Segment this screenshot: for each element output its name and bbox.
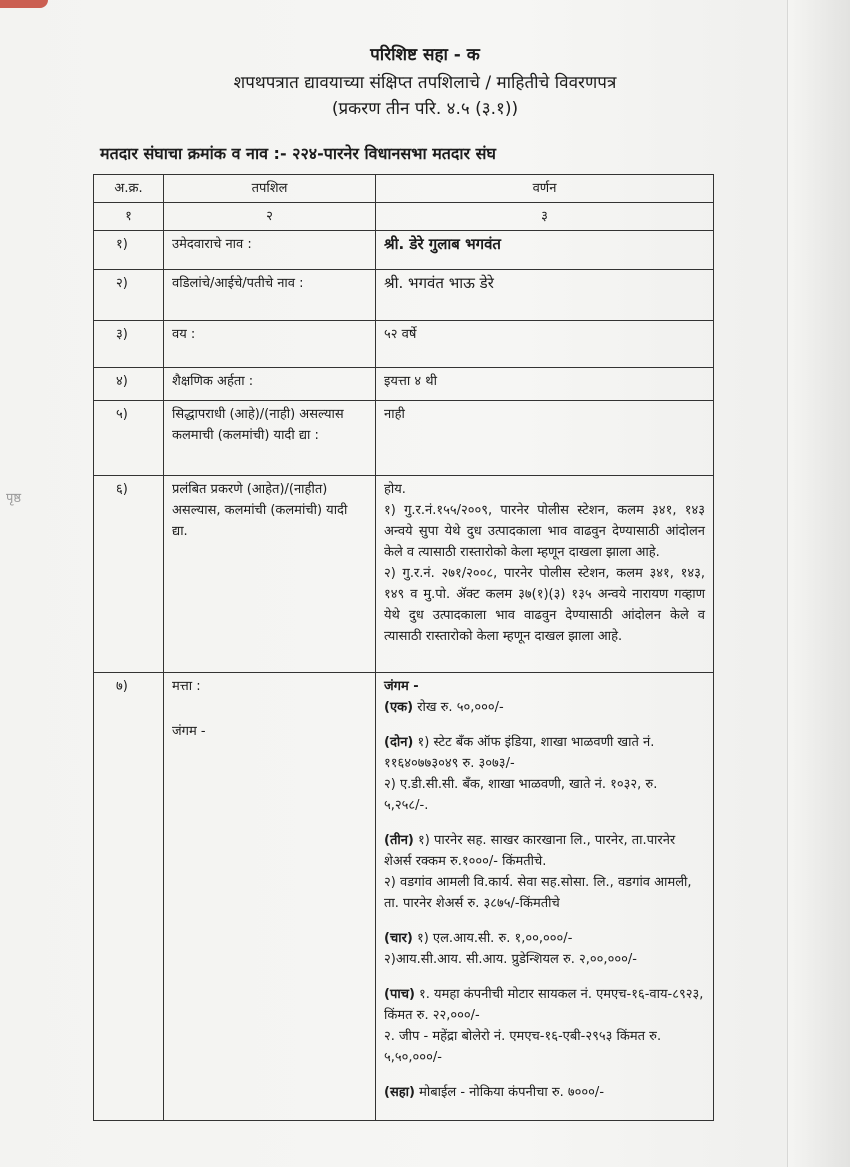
pending-cases-intro: होय. <box>384 482 406 497</box>
age-value: ५२ वर्षे <box>376 321 714 368</box>
table-row <box>94 673 714 1121</box>
header-detail: तपशिल <box>164 175 376 203</box>
row-field: वडिलांचे/आईचे/पतीचे नाव : <box>164 270 376 321</box>
asset-group <box>384 830 705 914</box>
table-row <box>94 231 714 270</box>
asset-line: १. यमहा कंपनीची मोटार सायकल नं. एमएच-१६-वाय-८९२३, किंमत रु. २२,०००/- <box>384 987 704 1023</box>
conviction-value: नाही <box>376 401 714 476</box>
table-row <box>94 270 714 321</box>
asset-label: (सहा) <box>384 1085 415 1100</box>
asset-line: २. जीप - महेंद्रा बोलेरो नं. एमएच-१६-एबी-२९५३ किंमत रु. ५,५०,०००/- <box>384 1029 662 1065</box>
candidate-name: श्री. डेरे गुलाब भगवंत <box>376 231 714 270</box>
asset-group <box>384 984 705 1068</box>
asset-group <box>384 732 705 816</box>
row-field: वय : <box>164 321 376 368</box>
asset-line: १) एल.आय.सी. रु. १,००,०००/- <box>416 931 573 946</box>
table-row <box>94 321 714 368</box>
row-number: ५) <box>94 401 164 476</box>
column-number: १ <box>94 203 164 231</box>
row-field: सिद्धापराधी (आहे)/(नाही) असल्यास कलमाची (कलमांची) यादी द्या : <box>164 401 376 476</box>
asset-line: १) पारनेर सह. साखर कारखाना लि., पारनेर, ता.पारनेर शेअर्स रक्कम रु.१०००/- किंमतीचे. <box>384 833 676 869</box>
asset-label: (दोन) <box>384 735 414 750</box>
row-number: १) <box>94 231 164 270</box>
constituency-line: मतदार संघाचा क्रमांक व नाव :- २२४-पारनेर विधानसभा मतदार संघ <box>100 144 496 163</box>
row-field: मत्ता : <box>172 679 201 694</box>
pending-cases-cell <box>376 476 714 673</box>
document-title: परिशिष्ट सहा - क <box>370 45 480 65</box>
asset-line: २)आय.सी.आय. सी.आय. प्रुडेन्शियल रु. २,००,०००/- <box>384 952 637 967</box>
page-edge-shadow <box>787 0 850 1167</box>
row-number: ३) <box>94 321 164 368</box>
parent-name: श्री. भगवंत भाऊ डेरे <box>376 270 714 321</box>
margin-stamp-text: पृष्ठ <box>6 491 22 506</box>
header-description: वर्णन <box>376 175 714 203</box>
table-row <box>94 476 714 673</box>
asset-label: (तीन) <box>384 833 414 848</box>
header-serial: अ.क्र. <box>94 175 164 203</box>
assets-cell <box>376 673 714 1121</box>
asset-label: (एक) <box>384 700 414 715</box>
table-row <box>94 368 714 401</box>
column-number: २ <box>164 203 376 231</box>
assets-heading: जंगम - <box>384 679 419 694</box>
document-subtitle: शपथपत्रात द्यावयाच्या संक्षिप्त तपशिलाचे / माहितीचे विवरणपत्र <box>233 73 617 93</box>
pending-case-item: २) गु.र.नं. २७१/२००८, पारनेर पोलीस स्टेशन, कलम ३४१, १४३, १४९ व मु.पो. ॲक्ट कलम ३७(१)(३) १३५ अन्वये नारायण गव्हाण येथे दुध उत्पादकाला भाव वाढवुन देण्यासाठी आंदोलन केले व त्यासाठी रास्तारोको केला म्हणून दाखल झाला आहे. <box>384 566 705 644</box>
asset-line: २) ए.डी.सी.सी. बँक, शाखा भाळवणी, खाते नं. १०३२, रु. ५,२५८/-. <box>384 777 658 813</box>
corner-ink-mark <box>0 0 48 8</box>
table-header-row <box>94 175 714 203</box>
document-reference: (प्रकरण तीन परि. ४.५ (३.१)) <box>331 99 519 119</box>
row-number: ४) <box>94 368 164 401</box>
assets-field-cell <box>164 673 376 1121</box>
row-number: ७) <box>94 673 164 1121</box>
row-field: शैक्षणिक अर्हता : <box>164 368 376 401</box>
row-number: २) <box>94 270 164 321</box>
affidavit-table <box>93 174 714 1121</box>
asset-group <box>384 1082 705 1103</box>
row-field-sub: जंगम - <box>172 724 206 739</box>
column-number: ३ <box>376 203 714 231</box>
asset-label: (पाच) <box>384 987 415 1002</box>
asset-line: १) स्टेट बँक ऑफ इंडिया, शाखा भाळवणी खाते नं. ११६४०७७३०४९ रु. ३०७३/- <box>384 735 655 771</box>
table-column-number-row <box>94 203 714 231</box>
asset-line: रोख रु. ५०,०००/- <box>417 700 504 715</box>
asset-label: (चार) <box>384 931 413 946</box>
row-field: प्रलंबित प्रकरणे (आहेत)/(नाहीत) असल्यास, कलमांची (कलमांची) यादी द्या. <box>164 476 376 673</box>
table-row <box>94 401 714 476</box>
asset-group <box>384 928 705 970</box>
asset-group <box>384 697 705 718</box>
row-number: ६) <box>94 476 164 673</box>
asset-line: मोबाईल - नोकिया कंपनीचा रु. ७०००/- <box>419 1085 605 1100</box>
asset-line: २) वडगांव आमली वि.कार्य. सेवा सह.सोसा. लि., वडगांव आमली, ता. पारनेर शेअर्स रु. ३८७५/-किंमतीचे <box>384 875 692 911</box>
pending-case-item: १) गु.र.नं.१५५/२००९, पारनेर पोलीस स्टेशन, कलम ३४१, १४३ अन्वये सुपा येथे दुध उत्पादकाला भाव वाढवुन देण्यासाठी आंदोलन केले व त्यासाठी रास्तारोको केला म्हणून दाखला झाला आहे. <box>384 503 705 560</box>
education-value: इयत्ता ४ थी <box>376 368 714 401</box>
row-field: उमेदवाराचे नाव : <box>164 231 376 270</box>
